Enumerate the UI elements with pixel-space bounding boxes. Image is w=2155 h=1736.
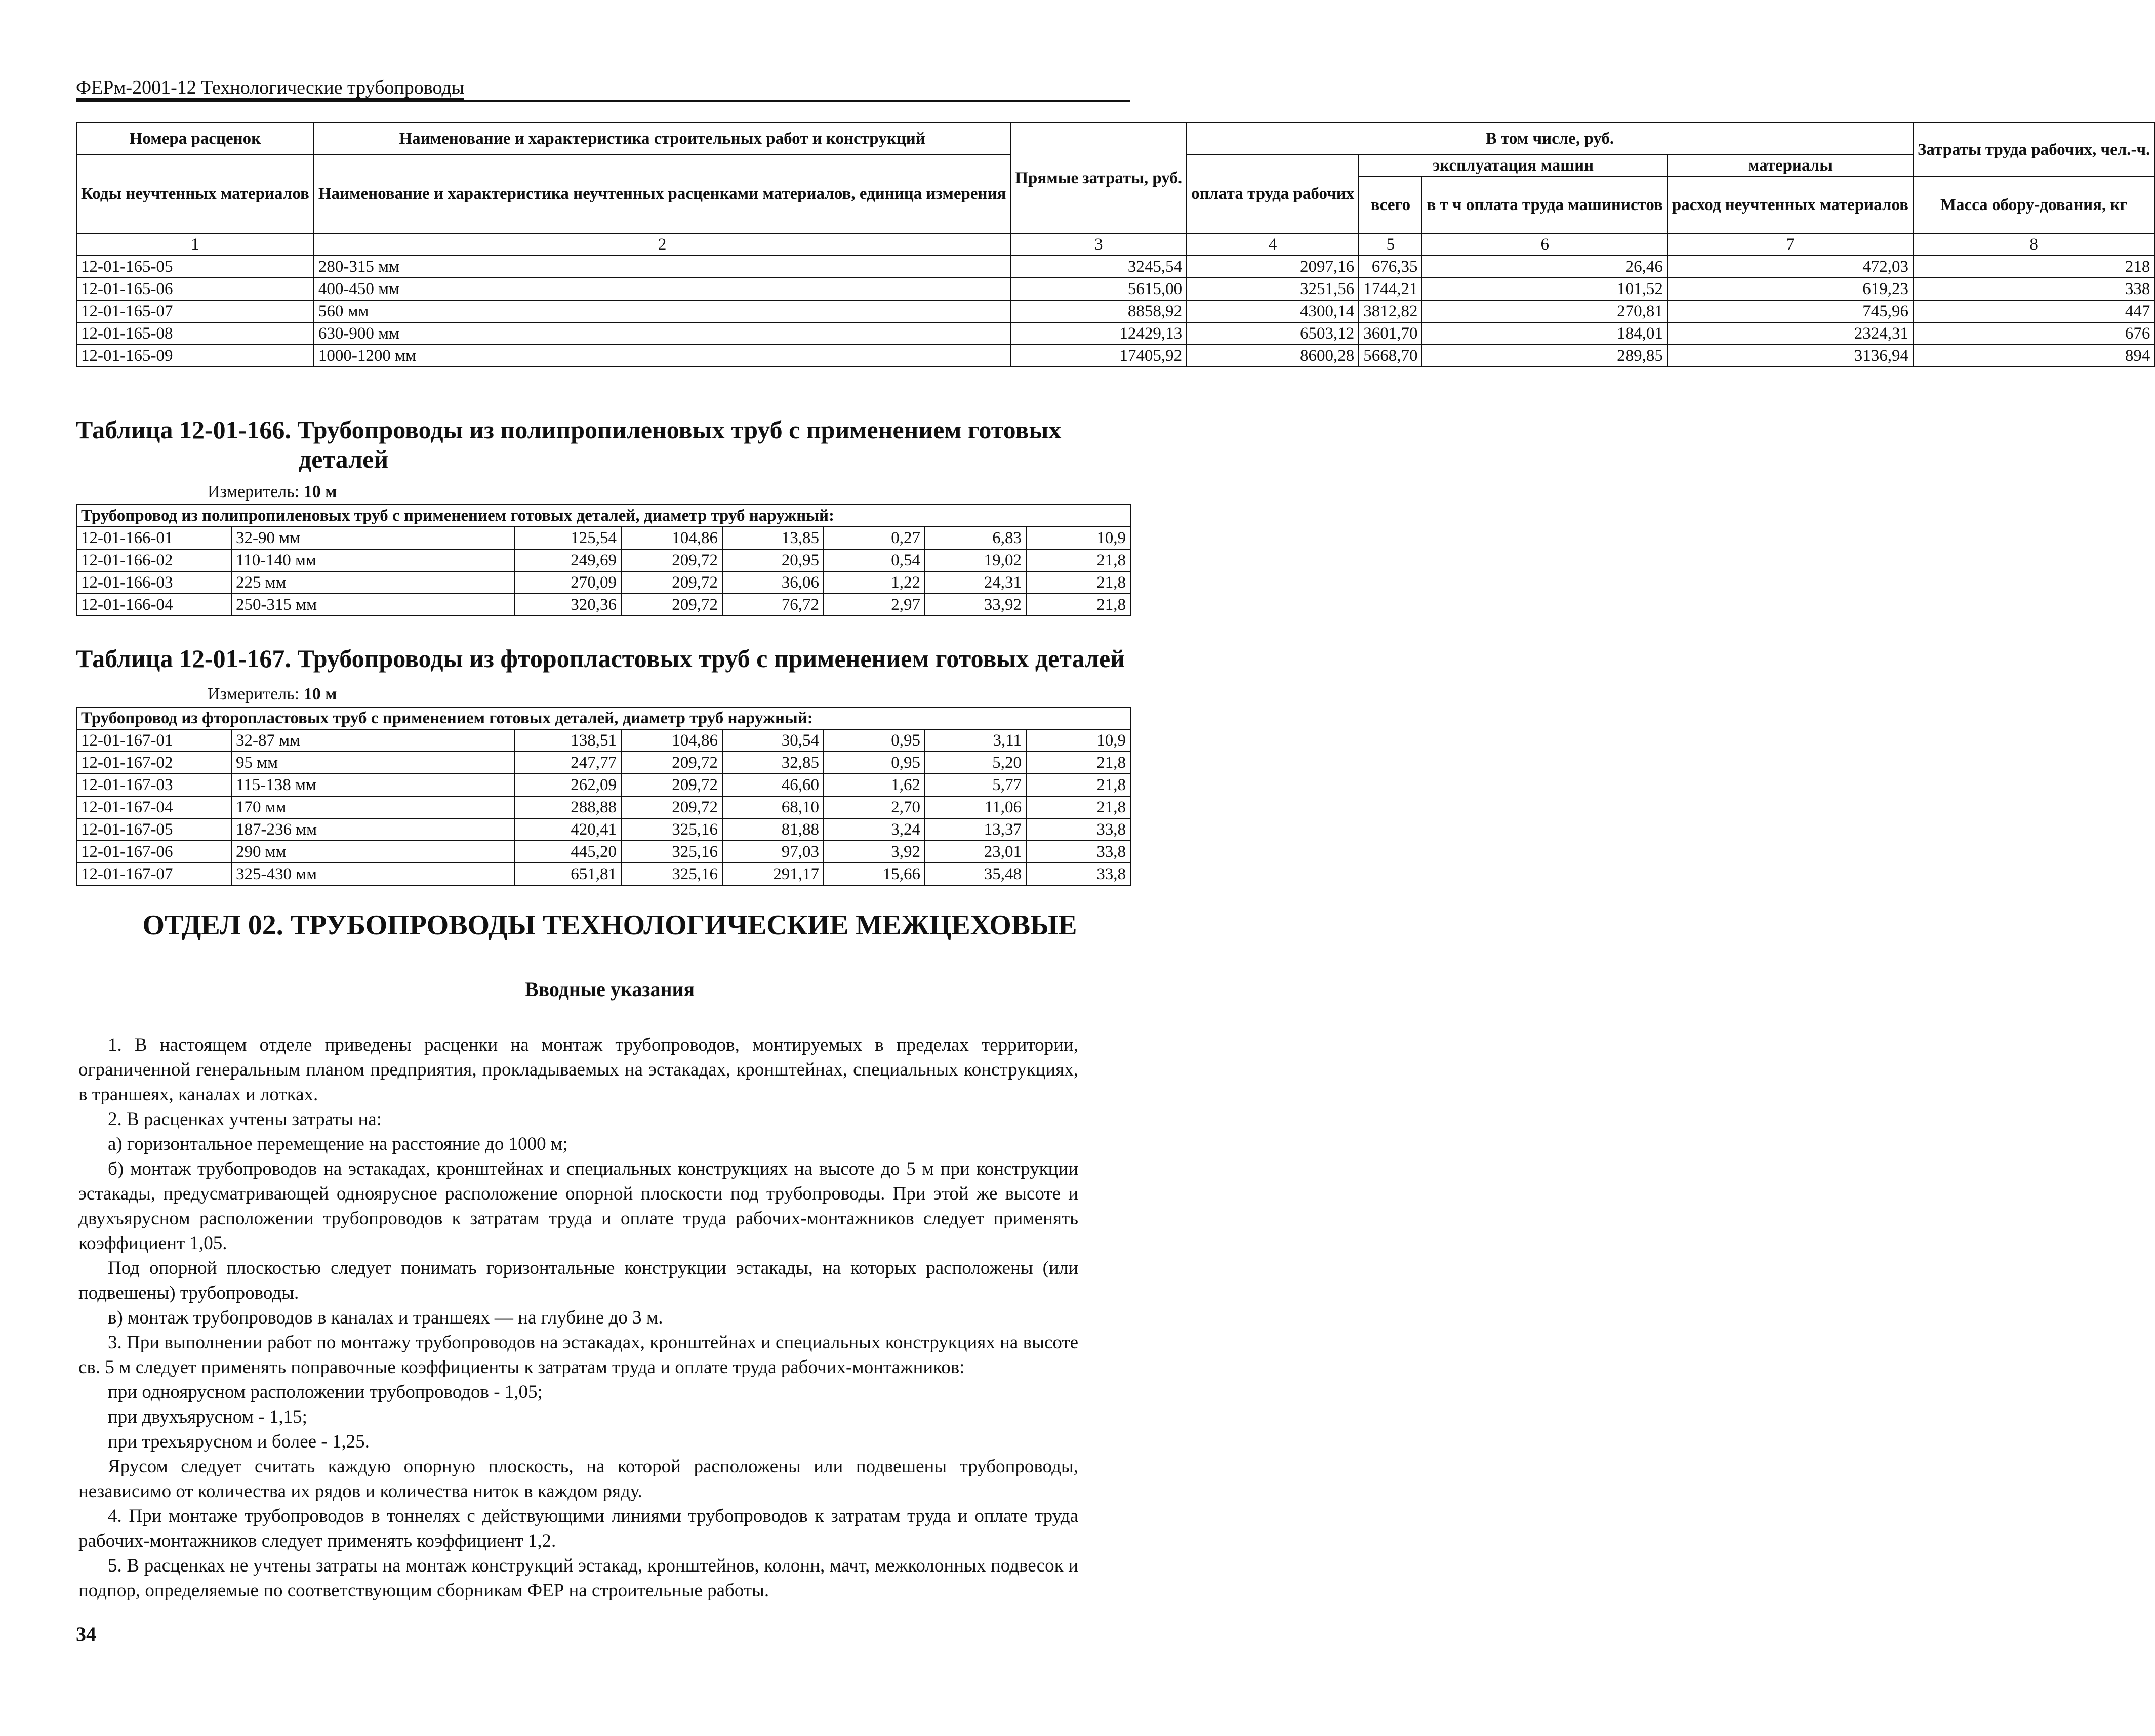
paragraph: 1. В настоящем отделе приведены расценки на монтаж трубопроводов, монтируемых в пределах территории, ограниченной генеральным планом предприятия, прокладываемых на эстакадах, кронштейнах, специальных конструкциях, в траншеях, каналах и лотках. — [78, 1035, 1078, 1105]
value-cell: 325,16 — [621, 818, 722, 841]
description-cell: 325-430 мм — [231, 863, 515, 885]
table-row — [76, 256, 2154, 278]
value-cell: 247,77 — [515, 752, 621, 774]
value-cell: 209,72 — [621, 549, 722, 571]
colnum-2: 2 — [314, 233, 1011, 256]
paragraph: Ярусом следует считать каждую опорную плоскость, на которой расположены или подвешены трубопроводы, независимо от количества их рядов и количества ниток в каждом ряду. — [78, 1456, 1078, 1502]
table-row — [76, 774, 1130, 796]
meter-label: Измеритель: — [208, 685, 300, 704]
value-cell: 21,8 — [1026, 571, 1130, 594]
rate-code-cell: 12-01-166-02 — [76, 549, 231, 571]
description-cell: 250-315 мм — [231, 594, 515, 616]
value-cell: 445,20 — [515, 841, 621, 863]
value-cell: 289,85 — [1422, 345, 1667, 367]
value-cell: 676 — [1913, 322, 2154, 345]
value-cell: 15,66 — [824, 863, 925, 885]
header-machine-operation: эксплуатация машин — [1359, 154, 1668, 177]
colnum-4: 4 — [1187, 233, 1359, 256]
value-cell: 3,11 — [925, 729, 1026, 752]
table-166-title-line2: деталей — [299, 445, 389, 473]
page-header — [76, 76, 1130, 102]
value-cell: 209,72 — [621, 752, 722, 774]
value-cell: 325,16 — [621, 863, 722, 885]
value-cell: 420,41 — [515, 818, 621, 841]
rates-table-165 — [76, 122, 2155, 367]
value-cell: 21,8 — [1026, 752, 1130, 774]
value-cell: 325,16 — [621, 841, 722, 863]
value-cell: 125,54 — [515, 527, 621, 549]
colnum-8: 8 — [1913, 233, 2154, 256]
table-166-subheader: Трубопровод из полипропиленовых труб с применением готовых деталей, диаметр труб наружный: — [76, 505, 1130, 527]
description-cell: 280-315 мм — [314, 256, 1011, 278]
value-cell: 288,88 — [515, 796, 621, 818]
rate-code-cell: 12-01-165-05 — [76, 256, 314, 278]
colnum-5: 5 — [1359, 233, 1422, 256]
value-cell: 1,62 — [824, 774, 925, 796]
header-material-name: Наименование и характеристика неучтенных расценками материалов, единица измерения — [314, 154, 1011, 233]
value-cell: 291,17 — [722, 863, 824, 885]
value-cell: 3601,70 — [1359, 322, 1422, 345]
value-cell: 0,95 — [824, 729, 925, 752]
value-cell: 3245,54 — [1010, 256, 1187, 278]
description-cell: 560 мм — [314, 300, 1011, 322]
description-cell: 1000-1200 мм — [314, 345, 1011, 367]
value-cell: 21,8 — [1026, 774, 1130, 796]
table-row — [76, 322, 2154, 345]
rate-code-cell: 12-01-165-06 — [76, 278, 314, 300]
value-cell: 138,51 — [515, 729, 621, 752]
value-cell: 24,31 — [925, 571, 1026, 594]
value-cell: 104,86 — [621, 729, 722, 752]
value-cell: 6,83 — [925, 527, 1026, 549]
colnum-7: 7 — [1668, 233, 1913, 256]
table-row — [76, 729, 1130, 752]
value-cell: 651,81 — [515, 863, 621, 885]
value-cell: 35,48 — [925, 863, 1026, 885]
header-work-name: Наименование и характеристика строительных работ и конструкций — [314, 123, 1011, 154]
header-material-consumption: расход неучтенных материалов — [1668, 177, 1913, 233]
rate-code-cell: 12-01-167-01 — [76, 729, 231, 752]
rate-code-cell: 12-01-166-01 — [76, 527, 231, 549]
description-cell: 170 мм — [231, 796, 515, 818]
value-cell: 209,72 — [621, 796, 722, 818]
value-cell: 270,09 — [515, 571, 621, 594]
value-cell: 68,10 — [722, 796, 824, 818]
description-cell: 630-900 мм — [314, 322, 1011, 345]
value-cell: 447 — [1913, 300, 2154, 322]
value-cell: 2324,31 — [1668, 322, 1913, 345]
section-title: ОТДЕЛ 02. ТРУБОПРОВОДЫ ТЕХНОЛОГИЧЕСКИЕ МЕЖЦЕХОВЫЕ — [142, 910, 1077, 941]
value-cell: 33,8 — [1026, 818, 1130, 841]
value-cell: 81,88 — [722, 818, 824, 841]
table-166-title — [76, 415, 1061, 474]
value-cell: 209,72 — [621, 774, 722, 796]
value-cell: 12429,13 — [1010, 322, 1187, 345]
value-cell: 320,36 — [515, 594, 621, 616]
description-cell: 110-140 мм — [231, 549, 515, 571]
colnum-3: 3 — [1010, 233, 1187, 256]
table-row — [76, 841, 1130, 863]
value-cell: 10,9 — [1026, 527, 1130, 549]
header-machines-total: всего — [1359, 177, 1422, 233]
value-cell: 894 — [1913, 345, 2154, 367]
header-worker-pay: оплата труда рабочих — [1187, 154, 1359, 233]
value-cell: 21,8 — [1026, 594, 1130, 616]
colnum-1: 1 — [76, 233, 314, 256]
value-cell: 5668,70 — [1359, 345, 1422, 367]
table-row — [76, 549, 1130, 571]
description-cell: 187-236 мм — [231, 818, 515, 841]
rate-code-cell: 12-01-167-03 — [76, 774, 231, 796]
value-cell: 3812,82 — [1359, 300, 1422, 322]
value-cell: 33,8 — [1026, 863, 1130, 885]
value-cell: 676,35 — [1359, 256, 1422, 278]
rate-code-cell: 12-01-165-07 — [76, 300, 314, 322]
value-cell: 2,97 — [824, 594, 925, 616]
header-labor-costs: Затраты труда рабочих, чел.-ч. — [1913, 123, 2154, 177]
value-cell: 97,03 — [722, 841, 824, 863]
value-cell: 249,69 — [515, 549, 621, 571]
value-cell: 8600,28 — [1187, 345, 1359, 367]
value-cell: 745,96 — [1668, 300, 1913, 322]
table-row — [76, 752, 1130, 774]
description-cell: 32-90 мм — [231, 527, 515, 549]
value-cell: 6503,12 — [1187, 322, 1359, 345]
value-cell: 19,02 — [925, 549, 1026, 571]
header-equipment-mass: Масса обору-дования, кг — [1913, 177, 2154, 233]
table-167-title — [76, 644, 1125, 673]
value-cell: 3136,94 — [1668, 345, 1913, 367]
value-cell: 21,8 — [1026, 549, 1130, 571]
value-cell: 36,06 — [722, 571, 824, 594]
value-cell: 33,92 — [925, 594, 1026, 616]
value-cell: 338 — [1913, 278, 2154, 300]
paragraph: при двухъярусном - 1,15; — [108, 1407, 307, 1427]
header-operator-pay: в т ч оплата труда машинистов — [1422, 177, 1667, 233]
value-cell: 21,8 — [1026, 796, 1130, 818]
page-header-title: ФЕРм-2001-12 Технологические трубопроводы — [76, 77, 464, 100]
meter-value: 10 м — [303, 482, 337, 501]
rate-code-cell: 12-01-166-04 — [76, 594, 231, 616]
meter-label: Измеритель: — [208, 482, 300, 501]
table-row — [76, 345, 2154, 367]
section-subtitle: Вводные указания — [524, 978, 695, 1001]
description-cell: 400-450 мм — [314, 278, 1011, 300]
paragraph: 2. В расценках учтены затраты на: — [108, 1109, 382, 1130]
description-cell: 290 мм — [231, 841, 515, 863]
value-cell: 5,77 — [925, 774, 1026, 796]
value-cell: 1,22 — [824, 571, 925, 594]
value-cell: 262,09 — [515, 774, 621, 796]
table-row — [76, 278, 2154, 300]
value-cell: 0,27 — [824, 527, 925, 549]
value-cell: 104,86 — [621, 527, 722, 549]
value-cell: 184,01 — [1422, 322, 1667, 345]
value-cell: 13,37 — [925, 818, 1026, 841]
table-167-meter — [208, 684, 337, 705]
description-cell: 95 мм — [231, 752, 515, 774]
value-cell: 0,95 — [824, 752, 925, 774]
paragraph: в) монтаж трубопроводов в каналах и траншеях — на глубине до 3 м. — [108, 1307, 663, 1328]
table-row — [76, 527, 1130, 549]
rates-table-167 — [76, 707, 1131, 886]
rate-code-cell: 12-01-166-03 — [76, 571, 231, 594]
value-cell: 472,03 — [1668, 256, 1913, 278]
value-cell: 5615,00 — [1010, 278, 1187, 300]
table-row — [76, 300, 2154, 322]
rate-code-cell: 12-01-167-05 — [76, 818, 231, 841]
header-rate-numbers: Номера расценок — [76, 123, 314, 154]
table-row — [76, 818, 1130, 841]
value-cell: 619,23 — [1668, 278, 1913, 300]
value-cell: 3,24 — [824, 818, 925, 841]
value-cell: 1744,21 — [1359, 278, 1422, 300]
column-number-row — [76, 233, 2154, 256]
value-cell: 26,46 — [1422, 256, 1667, 278]
table-167-title-line1: Таблица 12-01-167. Трубопроводы из фторопластовых труб с применением готовых деталей — [76, 644, 1125, 673]
value-cell: 270,81 — [1422, 300, 1667, 322]
rate-code-cell: 12-01-167-02 — [76, 752, 231, 774]
value-cell: 32,85 — [722, 752, 824, 774]
introductory-notes — [78, 1032, 1078, 1603]
paragraph: при трехъярусном и более - 1,25. — [108, 1431, 370, 1452]
value-cell: 2,70 — [824, 796, 925, 818]
header-material-codes: Коды неучтенных материалов — [76, 154, 314, 233]
paragraph: 3. При выполнении работ по монтажу трубопроводов на эстакадах, кронштейнах и специальных конструкциях на высоте св. 5 м следует применять поправочные коэффициенты к затратам труда и оплате труда рабочих-монтажников: — [78, 1332, 1078, 1378]
value-cell: 8858,92 — [1010, 300, 1187, 322]
value-cell: 76,72 — [722, 594, 824, 616]
value-cell: 0,54 — [824, 549, 925, 571]
table-row — [76, 796, 1130, 818]
value-cell: 30,54 — [722, 729, 824, 752]
table-row — [76, 571, 1130, 594]
description-cell: 225 мм — [231, 571, 515, 594]
value-cell: 209,72 — [621, 571, 722, 594]
value-cell: 5,20 — [925, 752, 1026, 774]
paragraph: при одноярусном расположении трубопроводов - 1,05; — [108, 1382, 543, 1402]
table-166-title-line1: Таблица 12-01-166. Трубопроводы из полипропиленовых труб с применением готовых — [76, 416, 1062, 444]
header-including-group: В том числе, руб. — [1187, 123, 1913, 154]
value-cell: 46,60 — [722, 774, 824, 796]
value-cell: 11,06 — [925, 796, 1026, 818]
value-cell: 3251,56 — [1187, 278, 1359, 300]
paragraph: 5. В расценках не учтены затраты на монтаж конструкций эстакад, кронштейнов, колонн, мачт, межколонных подвесок и подпор, определяемые по соответствующим сборникам ФЕР на строительные работы. — [78, 1555, 1078, 1601]
value-cell: 17405,92 — [1010, 345, 1187, 367]
rate-code-cell: 12-01-167-06 — [76, 841, 231, 863]
value-cell: 101,52 — [1422, 278, 1667, 300]
value-cell: 4300,14 — [1187, 300, 1359, 322]
value-cell: 3,92 — [824, 841, 925, 863]
value-cell: 209,72 — [621, 594, 722, 616]
value-cell: 218 — [1913, 256, 2154, 278]
rates-table-166 — [76, 504, 1131, 616]
rate-code-cell: 12-01-167-07 — [76, 863, 231, 885]
header-materials: материалы — [1668, 154, 1913, 177]
paragraph: Под опорной плоскостью следует понимать горизонтальные конструкции эстакады, на которых расположены (или подвешены) трубопроводы. — [78, 1258, 1078, 1303]
value-cell: 20,95 — [722, 549, 824, 571]
paragraph: б) монтаж трубопроводов на эстакадах, кронштейнах и специальных конструкциях на высоте до 5 м при конструкции эстакады, предусматривающей одноярусное расположение опорной плоскости под трубопроводы. При этой же высоте и двухъярусном расположении трубопроводов к затратам труда и оплате труда рабочих-монтажников следует применять коэффициент 1,05. — [78, 1159, 1078, 1254]
value-cell: 13,85 — [722, 527, 824, 549]
value-cell: 33,8 — [1026, 841, 1130, 863]
table-row — [76, 863, 1130, 885]
rate-code-cell: 12-01-167-04 — [76, 796, 231, 818]
rate-code-cell: 12-01-165-09 — [76, 345, 314, 367]
colnum-6: 6 — [1422, 233, 1667, 256]
table-166-meter — [208, 482, 337, 502]
table-167-subheader: Трубопровод из фторопластовых труб с применением готовых деталей, диаметр труб наружный: — [76, 707, 1130, 729]
value-cell: 23,01 — [925, 841, 1026, 863]
value-cell: 10,9 — [1026, 729, 1130, 752]
paragraph: 4. При монтаже трубопроводов в тоннелях с действующими линиями трубопроводов к затратам труда и оплате труда рабочих-монтажников следует применять коэффициент 1,2. — [78, 1506, 1078, 1551]
rate-code-cell: 12-01-165-08 — [76, 322, 314, 345]
value-cell: 2097,16 — [1187, 256, 1359, 278]
description-cell: 115-138 мм — [231, 774, 515, 796]
paragraph: а) горизонтальное перемещение на расстояние до 1000 м; — [108, 1134, 568, 1154]
meter-value: 10 м — [303, 685, 337, 704]
header-direct-costs: Прямые затраты, руб. — [1010, 123, 1187, 233]
description-cell: 32-87 мм — [231, 729, 515, 752]
page-number: 34 — [76, 1623, 96, 1645]
table-row — [76, 594, 1130, 616]
